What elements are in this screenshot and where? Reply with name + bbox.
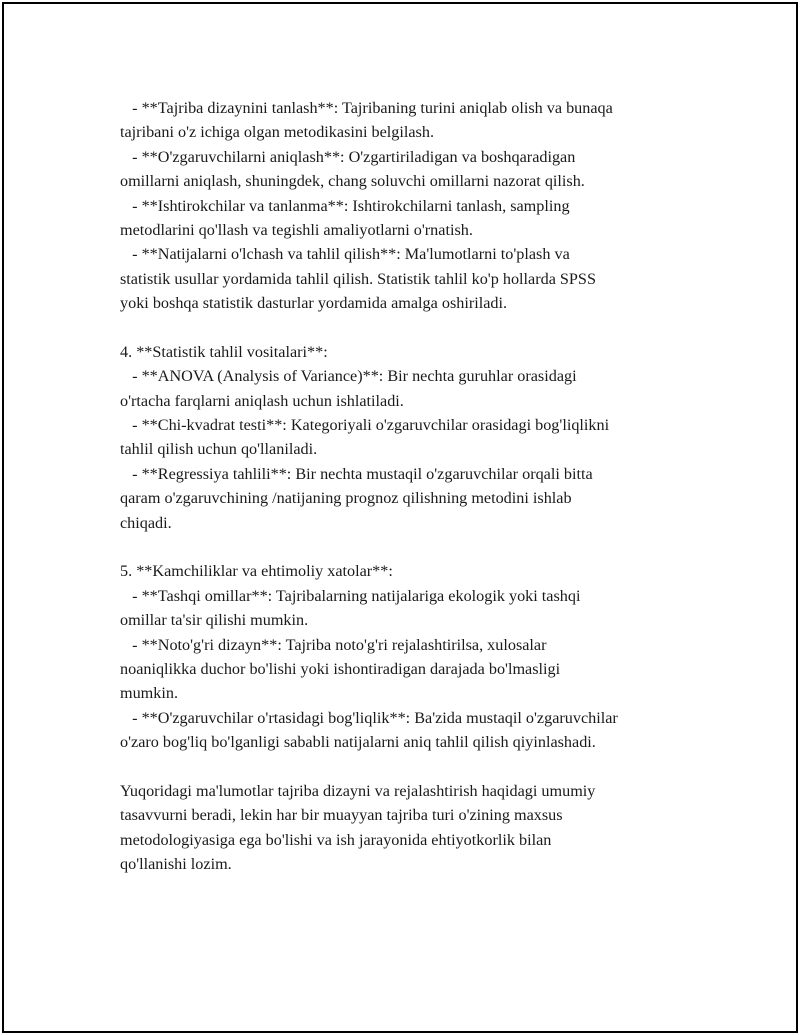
- section-shortcomings: [120, 559, 695, 754]
- text-line: o'zaro bog'liq bo'lganligi sababli natijalarni aniq tahlil qilish qiyinlashadi.: [120, 733, 596, 752]
- section-heading: 4. **Statistik tahlil vositalari**:: [120, 342, 328, 361]
- section-heading: 5. **Kamchiliklar va ehtimoliy xatolar**:: [120, 562, 393, 581]
- paragraph-gap: [120, 755, 695, 779]
- text-line: - **Tajriba dizaynini tanlash**: Tajribaning turini aniqlab olish va bunaqa: [120, 99, 613, 117]
- text-line: qo'llanishi lozim.: [120, 855, 232, 874]
- text-line: - **Regressiya tahlili**: Bir nechta mustaqil o'zgaruvchilar orqali bitta: [120, 464, 593, 483]
- text-line: - **Ishtirokchilar va tanlanma**: Ishtirokchilarni tanlash, sampling: [120, 196, 570, 215]
- text-line: metodologiyasiga ega bo'lishi va ish jarayonida ehtiyotkorlik bilan: [120, 830, 552, 849]
- text-line: qaram o'zgaruvchining /natijaning prognoz qilishning metodini ishlab: [120, 489, 572, 508]
- text-line: noaniqlikka duchor bo'lishi yoki ishontiradigan darajada bo'lmasligi: [120, 659, 561, 678]
- text-line: tahlil qilish uchun qo'llaniladi.: [120, 440, 318, 459]
- text-line: - **O'zgaruvchilar o'rtasidagi bog'liqlik**: Ba'zida mustaqil o'zgaruvchilar: [120, 708, 618, 727]
- paragraph-conclusion: [120, 779, 695, 877]
- text-line: - **ANOVA (Analysis of Variance)**: Bir nechta guruhlar orasidagi: [120, 367, 577, 386]
- text-line: metodlarini qo'llash va tegishli amaliyotlarni o'rnatish.: [120, 220, 473, 239]
- section-statistical-tools: [120, 340, 695, 535]
- paragraph-gap: [120, 316, 695, 340]
- text-line: - **Natijalarni o'lchash va tahlil qilish**: Ma'lumotlarni to'plash va: [120, 245, 570, 264]
- document-body: [120, 96, 695, 877]
- text-line: - **Tashqi omillar**: Tajribalarning natijalariga ekologik yoki tashqi: [120, 586, 581, 605]
- paragraph-gap: [120, 535, 695, 559]
- text-line: - **Noto'g'ri dizayn**: Tajriba noto'g'ri rejalashtirilsa, xulosalar: [120, 635, 547, 654]
- text-line: mumkin.: [120, 684, 179, 703]
- text-line: yoki boshqa statistik dasturlar yordamida amalga oshiriladi.: [120, 294, 508, 313]
- text-line: o'rtacha farqlarni aniqlash uchun ishlatiladi.: [120, 391, 404, 410]
- text-line: tasavvurni beradi, lekin har bir muayyan tajriba turi o'zining maxsus: [120, 806, 563, 825]
- text-line: - **O'zgaruvchilarni aniqlash**: O'zgartiriladigan va boshqaradigan: [120, 147, 576, 166]
- text-line: tajribani o'z ichiga olgan metodikasini belgilash.: [120, 123, 434, 142]
- text-line: - **Chi-kvadrat testi**: Kategoriyali o'zgaruvchilar orasidagi bog'liqlikni: [120, 416, 610, 435]
- text-line: Yuqoridagi ma'lumotlar tajriba dizayni va rejalashtirish haqidagi umumiy: [120, 781, 596, 800]
- text-line: chiqadi.: [120, 513, 172, 532]
- text-line: statistik usullar yordamida tahlil qilish. Statistik tahlil ko'p hollarda SPSS: [120, 269, 596, 288]
- document-page: [2, 2, 798, 1033]
- text-line: omillarni aniqlash, shuningdek, chang soluvchi omillarni nazorat qilish.: [120, 172, 585, 191]
- text-line: omillar ta'sir qilishi mumkin.: [120, 611, 309, 630]
- paragraph-methodology-steps: [120, 96, 695, 316]
